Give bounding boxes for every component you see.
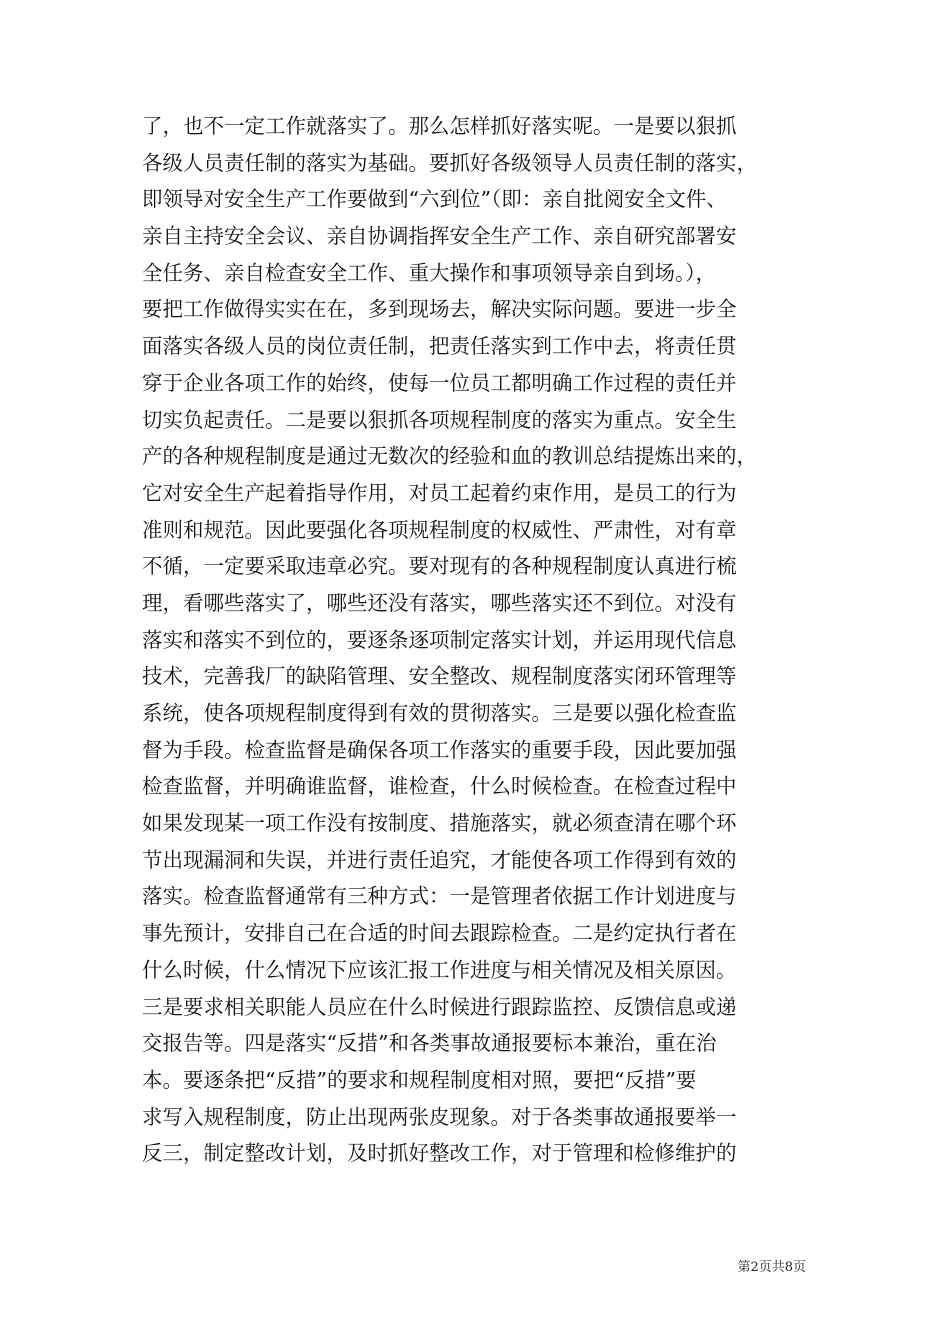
text-line: 各级人员责任制的落实为基础。要抓好各级领导人员责任制的落实， [142, 150, 757, 175]
text-line: 它对安全生产起着指导作用，对员工起着约束作用，是员工的行为 [142, 480, 737, 505]
text-line: 系统，使各项规程制度得到有效的贯彻落实。三是要以强化检查监 [142, 701, 737, 725]
text-line: 理，看哪些落实了，哪些还没有落实，哪些落实还不到位。对没有 [142, 590, 737, 615]
text-line: 求写入规程制度，防止出现两张皮现象。对于各类事故通报要举一 [142, 1104, 737, 1129]
text-line: 穿于企业各项工作的始终，使每一位员工都明确工作过程的责任并 [142, 370, 737, 395]
text-line: 技术，完善我厂的缺陷管理、安全整改、规程制度落实闭环管理等 [142, 664, 737, 689]
text-line: 落实。检查监督通常有三种方式：一是管理者依据工作计划进度与 [142, 884, 737, 909]
text-line: 事先预计，安排自己在合适的时间去跟踪检查。二是约定执行者在 [142, 921, 737, 946]
text-line: 督为手段。检查监督是确保各项工作落实的重要手段，因此要加强 [142, 737, 737, 762]
text-line: 全任务、亲自检查安全工作、重大操作和事项领导亲自到场。）， [142, 260, 716, 285]
text-line: 节出现漏洞和失误，并进行责任追究，才能使各项工作得到有效的 [142, 847, 737, 872]
text-line: 本。要逐条把“反措”的要求和规程制度相对照，要把“反措”要 [142, 1067, 697, 1092]
text-line: 要把工作做得实实在在，多到现场去，解决实际问题。要进一步全 [142, 297, 737, 322]
text-line: 落实和落实不到位的，要逐条逐项制定落实计划，并运用现代信息 [142, 627, 737, 652]
text-line: 了，也不一定工作就落实了。那么怎样抓好落实呢。一是要以狠抓 [142, 114, 737, 138]
text-line: 准则和规范。因此要强化各项规程制度的权威性、严肃性，对有章 [142, 517, 737, 542]
text-line: 亲自主持安全会议、亲自协调指挥安全生产工作、亲自研究部署安 [142, 224, 737, 249]
page-number: 第2页共8页 [737, 1260, 806, 1275]
text-line: 切实负起责任。二是要以狠抓各项规程制度的落实为重点。安全生 [142, 407, 737, 432]
text-line: 不循，一定要采取违章必究。要对现有的各种规程制度认真进行梳 [142, 554, 737, 579]
text-line: 如果发现某一项工作没有按制度、措施落实，就必须查清在哪个环 [142, 811, 737, 836]
text-line: 反三，制定整改计划，及时抓好整改工作，对于管理和检修维护的 [142, 1141, 737, 1166]
body-text [142, 108, 810, 1172]
text-line: 面落实各级人员的岗位责任制，把责任落实到工作中去，将责任贯 [142, 334, 737, 359]
text-line: 即领导对安全生产工作要做到“六到位”（即：亲自批阅安全文件、 [142, 187, 727, 212]
text-line: 产的各种规程制度是通过无数次的经验和血的教训总结提炼出来的， [142, 444, 757, 469]
text-line: 检查监督，并明确谁监督，谁检查，什么时候检查。在检查过程中 [142, 774, 737, 799]
text-line: 交报告等。四是落实“反措”和各类事故通报要标本兼治，重在治 [142, 1031, 717, 1056]
text-line: 什么时候，什么情况下应该汇报工作进度与相关情况及相关原因。 [142, 957, 737, 982]
text-line: 三是要求相关职能人员应在什么时候进行跟踪监控、反馈信息或递 [142, 994, 737, 1019]
